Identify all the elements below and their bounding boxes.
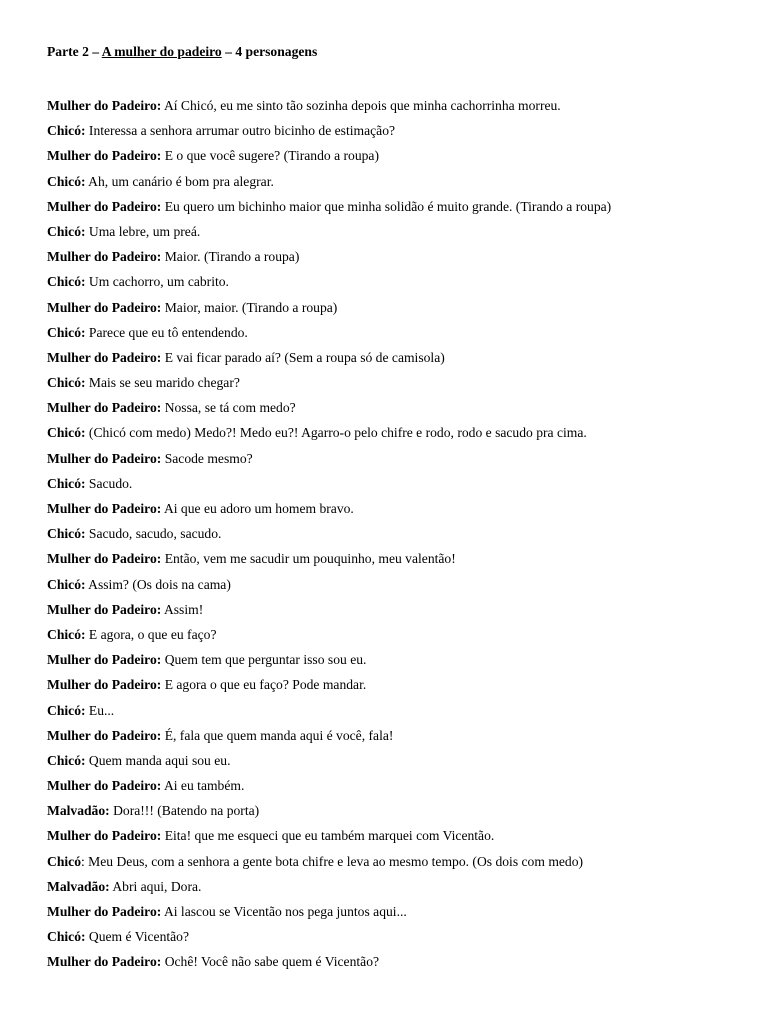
speech-text: Então, vem me sacudir um pouquinho, meu valentão! <box>161 551 456 567</box>
dialogue-line <box>47 849 747 874</box>
speaker-name: Chicó: <box>47 324 86 340</box>
speaker-name: Mulher do Padeiro: <box>47 954 162 970</box>
speech-text: Parece que eu tô entendendo. <box>85 324 248 340</box>
speaker-name: Chicó: <box>47 576 86 592</box>
play-title: A mulher do padeiro <box>101 44 222 59</box>
dialogue-line <box>47 143 747 168</box>
dialogue-line <box>47 219 747 244</box>
speaker-name: Mulher do Padeiro: <box>47 249 162 265</box>
speaker-name: Mulher do Padeiro: <box>47 198 162 214</box>
dialogue-line <box>47 798 747 823</box>
dialogue-line <box>47 269 747 294</box>
speech-text: Um cachorro, um cabrito. <box>85 274 229 290</box>
speaker-name: Chicó: <box>47 223 86 239</box>
speaker-name: Mulher do Padeiro: <box>47 98 162 113</box>
speaker-name: Mulher do Padeiro: <box>47 778 162 794</box>
speech-text: Ai eu também. <box>161 778 245 794</box>
speaker-name: Chicó: <box>47 929 86 945</box>
speech-text: Interessa a senhora arrumar outro bicinho de estimação? <box>85 123 396 139</box>
speaker-name: Chicó: <box>47 425 86 441</box>
speech-text: Quem manda aqui sou eu. <box>85 752 231 768</box>
speech-text: Mais se seu marido chegar? <box>85 375 240 391</box>
speech-text: Quem tem que perguntar isso sou eu. <box>161 652 367 668</box>
speech-text: (Chicó com medo) Medo?! Medo eu?! Agarro-o pelo chifre e rodo, rodo e sacudo pra cima. <box>85 425 587 441</box>
speech-text: E o que você sugere? (Tirando a roupa) <box>161 148 379 164</box>
dialogue-line <box>47 546 747 571</box>
speaker-name: Chicó: <box>47 274 86 290</box>
dialogue-line <box>47 748 747 773</box>
speaker-name: Mulher do Padeiro: <box>47 677 162 693</box>
speech-text: Quem é Vicentão? <box>85 929 190 945</box>
speech-text: Abri aqui, Dora. <box>109 878 202 894</box>
speech-text: Nossa, se tá com medo? <box>161 400 296 416</box>
speaker-name: Chicó: <box>47 752 86 768</box>
speech-text: Maior. (Tirando a roupa) <box>161 249 300 265</box>
speech-text: Uma lebre, um preá. <box>85 223 201 239</box>
speech-text: Aí Chicó, eu me sinto tão sozinha depois que minha cachorrinha morreu. <box>161 98 561 113</box>
dialogue-line <box>47 647 747 672</box>
speech-text: E agora o que eu faço? Pode mandar. <box>161 677 367 693</box>
dialogue-line <box>47 521 747 546</box>
dialogue-line <box>47 949 747 974</box>
dialogue-line <box>47 471 747 496</box>
speaker-name: Chicó: <box>47 123 86 139</box>
speech-text: Assim? (Os dois na cama) <box>85 576 231 592</box>
speech-text: É, fala que quem manda aqui é você, fala! <box>161 727 394 743</box>
speech-text: Dora!!! (Batendo na porta) <box>109 803 260 819</box>
dialogue-line <box>47 420 747 445</box>
speech-text: Sacudo, sacudo, sacudo. <box>85 526 222 542</box>
dialogue-line <box>47 723 747 748</box>
dialogue-line <box>47 622 747 647</box>
document-page <box>47 42 747 975</box>
speaker-name: Chicó: <box>47 475 86 491</box>
speech-text: Sacudo. <box>85 475 133 491</box>
part-heading <box>47 42 747 62</box>
speech-text: Eu... <box>85 702 115 718</box>
dialogue-line <box>47 874 747 899</box>
dialogue-line <box>47 572 747 597</box>
dialogue-line <box>47 773 747 798</box>
dialogue-line <box>47 823 747 848</box>
speech-text: Ochê! Você não sabe quem é Vicentão? <box>161 954 380 970</box>
dialogue-line <box>47 446 747 471</box>
speech-text: Eu quero um bichinho maior que minha solidão é muito grande. (Tirando a roupa) <box>161 198 612 214</box>
speaker-name: Mulher do Padeiro: <box>47 904 162 919</box>
speaker-name: Mulher do Padeiro: <box>47 450 162 466</box>
speech-text: E vai ficar parado aí? (Sem a roupa só de camisola) <box>161 349 445 365</box>
speaker-name: Mulher do Padeiro: <box>47 652 162 668</box>
heading-prefix: Parte 2 – <box>47 44 102 59</box>
speech-text: : Meu Deus, com a senhora a gente bota chifre e leva ao mesmo tempo. (Os dois com medo) <box>80 853 584 869</box>
speaker-name: Mulher do Padeiro: <box>47 349 162 365</box>
dialogue-line <box>47 672 747 697</box>
dialogue-line <box>47 345 747 370</box>
speaker-name: Malvadão: <box>47 803 110 819</box>
dialogue-line <box>47 194 747 219</box>
dialogue-line <box>47 295 747 320</box>
speaker-name: Chicó: <box>47 702 86 718</box>
dialogue-line <box>47 924 747 949</box>
speaker-name: Chicó: <box>47 375 86 391</box>
speaker-name: Mulher do Padeiro: <box>47 400 162 416</box>
dialogue-line <box>47 244 747 269</box>
dialogue-line <box>47 597 747 622</box>
dialogue-line <box>47 496 747 521</box>
heading-suffix: – 4 personagens <box>221 44 318 59</box>
speech-text: E agora, o que eu faço? <box>85 626 217 642</box>
dialogue-line <box>47 118 747 143</box>
dialogue-line <box>47 370 747 395</box>
speaker-name: Chicó: <box>47 526 86 542</box>
speaker-name: Mulher do Padeiro: <box>47 601 162 617</box>
speaker-name: Malvadão: <box>47 878 110 894</box>
speech-text: Ai que eu adoro um homem bravo. <box>161 501 354 516</box>
dialogue-line <box>47 169 747 194</box>
dialogue-line <box>47 320 747 345</box>
speech-text: Sacode mesmo? <box>161 450 253 466</box>
speech-text: Ai lascou se Vicentão nos pega juntos aqui... <box>161 904 407 919</box>
speaker-name: Mulher do Padeiro: <box>47 828 162 844</box>
speaker-name: Mulher do Padeiro: <box>47 727 162 743</box>
speaker-name: Chicó <box>47 853 81 869</box>
speaker-name: Mulher do Padeiro: <box>47 551 162 567</box>
speaker-name: Chicó: <box>47 173 86 189</box>
dialogue-line <box>47 395 747 420</box>
dialogue-line <box>47 899 747 924</box>
speaker-name: Chicó: <box>47 626 86 642</box>
speech-text: Ah, um canário é bom pra alegrar. <box>85 173 274 189</box>
dialogue-list <box>47 93 747 975</box>
speech-text: Maior, maior. (Tirando a roupa) <box>161 299 338 315</box>
speaker-name: Mulher do Padeiro: <box>47 299 162 315</box>
speech-text: Assim! <box>161 601 204 617</box>
speaker-name: Mulher do Padeiro: <box>47 501 162 516</box>
speech-text: Eita! que me esqueci que eu também marquei com Vicentão. <box>161 828 495 844</box>
dialogue-line <box>47 93 747 118</box>
dialogue-line <box>47 698 747 723</box>
speaker-name: Mulher do Padeiro: <box>47 148 162 164</box>
